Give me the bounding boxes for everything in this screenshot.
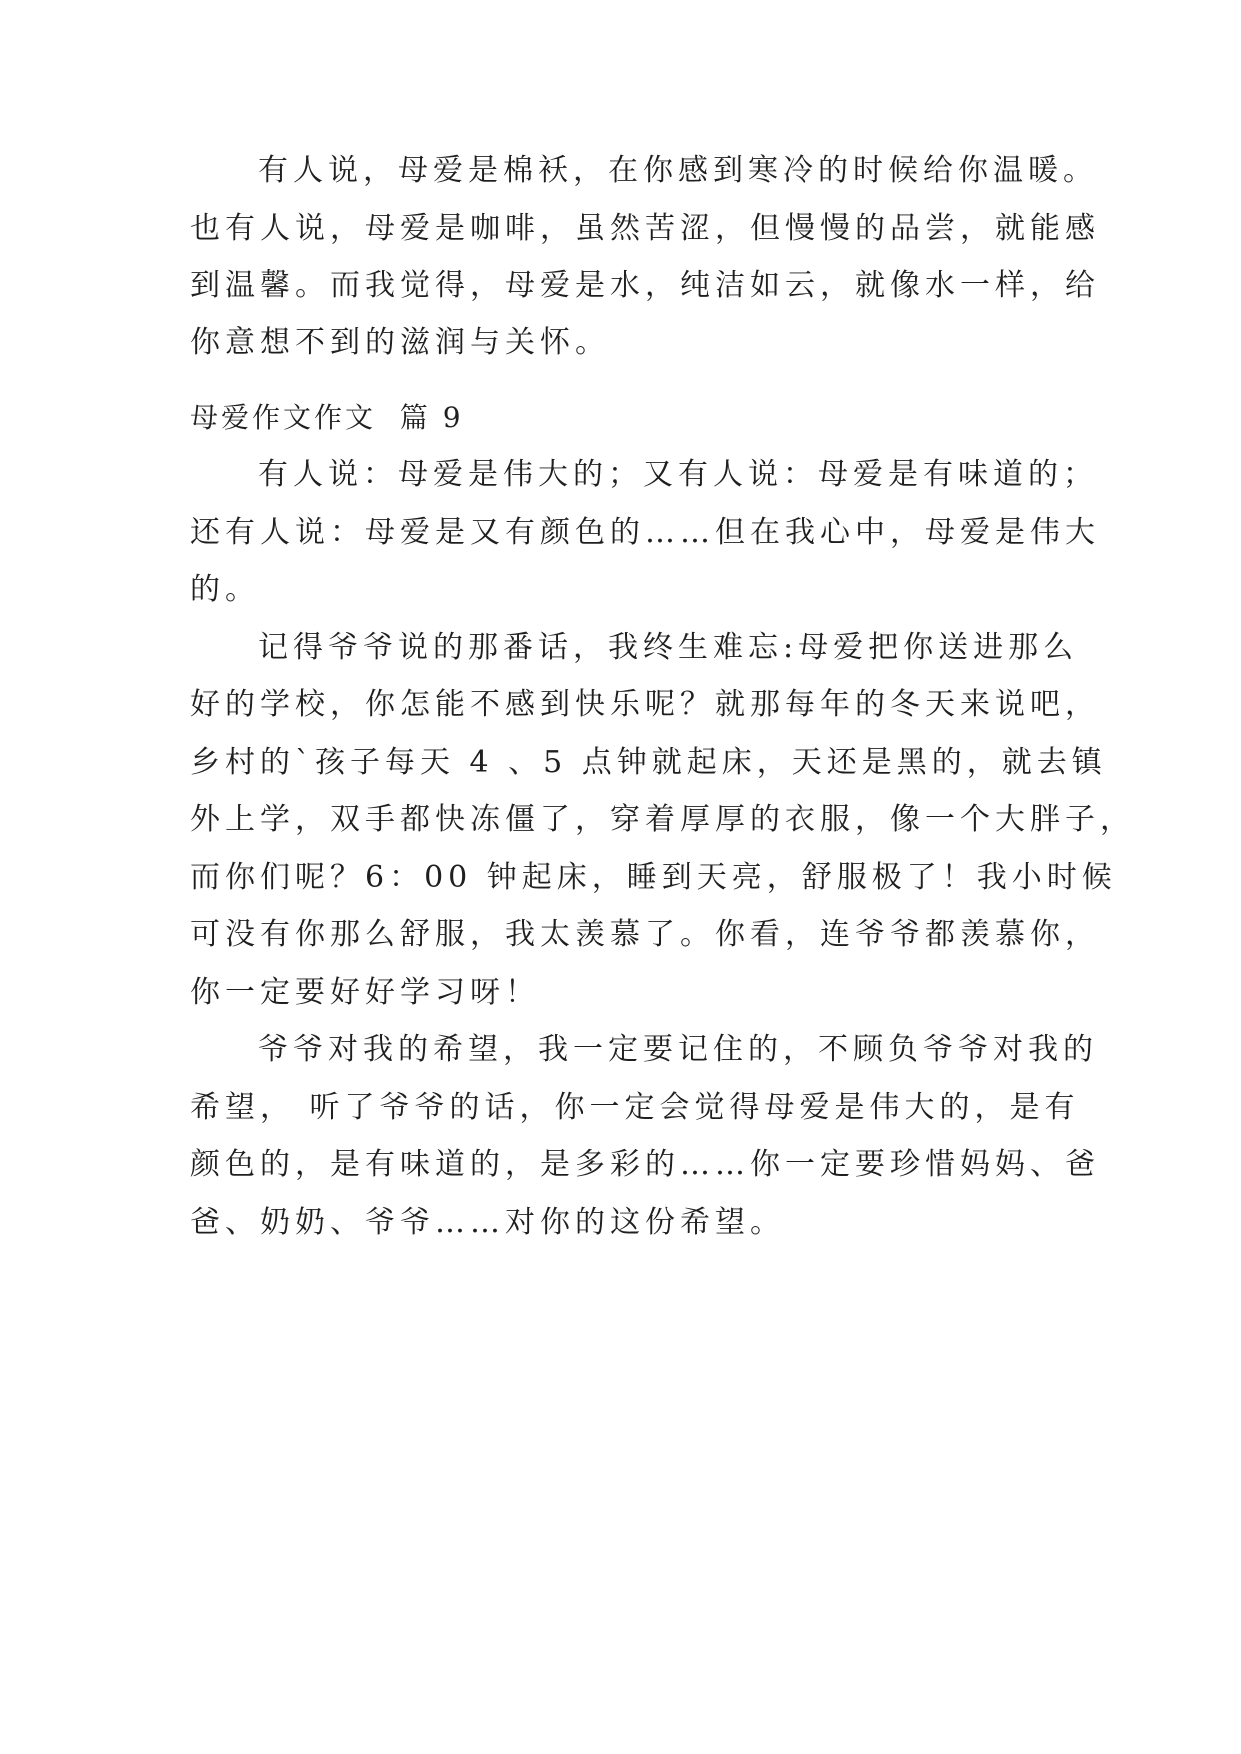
paragraph-3-line-3: 乡村的`孩子每天 4 、5 点钟就起床，天还是黑的，就去镇 [190,745,1107,780]
paragraph-2-line-2: 还有人说：母爱是又有颜色的……但在我心中，母爱是伟大 [190,515,1100,550]
paragraph-1-line-4: 你意想不到的滋润与关怀。 [190,325,610,360]
paragraph-3-line-5: 而你们呢？6：00 钟起床，睡到天亮，舒服极了！我小时候 [190,860,1117,895]
paragraph-3-line-2: 好的学校，你怎能不感到快乐呢？就那每年的冬天来说吧， [190,687,1100,722]
paragraph-3-line-1: 记得爷爷说的那番话，我终生难忘:母爱把你送进那么 [258,630,1079,665]
paragraph-1-line-2: 也有人说，母爱是咖啡，虽然苦涩，但慢慢的品尝，就能感 [190,211,1100,246]
paragraph-3-line-6: 可没有你那么舒服，我太羡慕了。你看，连爷爷都羡慕你， [190,917,1100,952]
paragraph-2-line-3: 的。 [190,572,260,607]
paragraph-2-line-1: 有人说：母爱是伟大的；又有人说：母爱是有味道的； [258,457,1098,492]
paragraph-3-line-7: 你一定要好好学习呀！ [190,975,540,1010]
paragraph-1-line-1: 有人说，母爱是棉袄，在你感到寒冷的时候给你温暖。 [258,153,1098,188]
paragraph-4-line-1: 爷爷对我的希望，我一定要记住的，不顾负爷爷对我的 [258,1032,1098,1067]
paragraph-4-line-4: 爸、奶奶、爷爷……对你的这份希望。 [190,1205,785,1240]
paragraph-4-line-2: 希望， 听了爷爷的话，你一定会觉得母爱是伟大的，是有 [190,1090,1080,1125]
paragraph-4-line-3: 颜色的，是有味道的，是多彩的……你一定要珍惜妈妈、爸 [190,1147,1100,1182]
section-heading: 母爱作文作文 篇 9 [190,401,464,434]
paragraph-3-line-4: 外上学，双手都快冻僵了，穿着厚厚的衣服，像一个大胖子， [190,802,1135,837]
paragraph-1-line-3: 到温馨。而我觉得，母爱是水，纯洁如云，就像水一样，给 [190,268,1100,303]
